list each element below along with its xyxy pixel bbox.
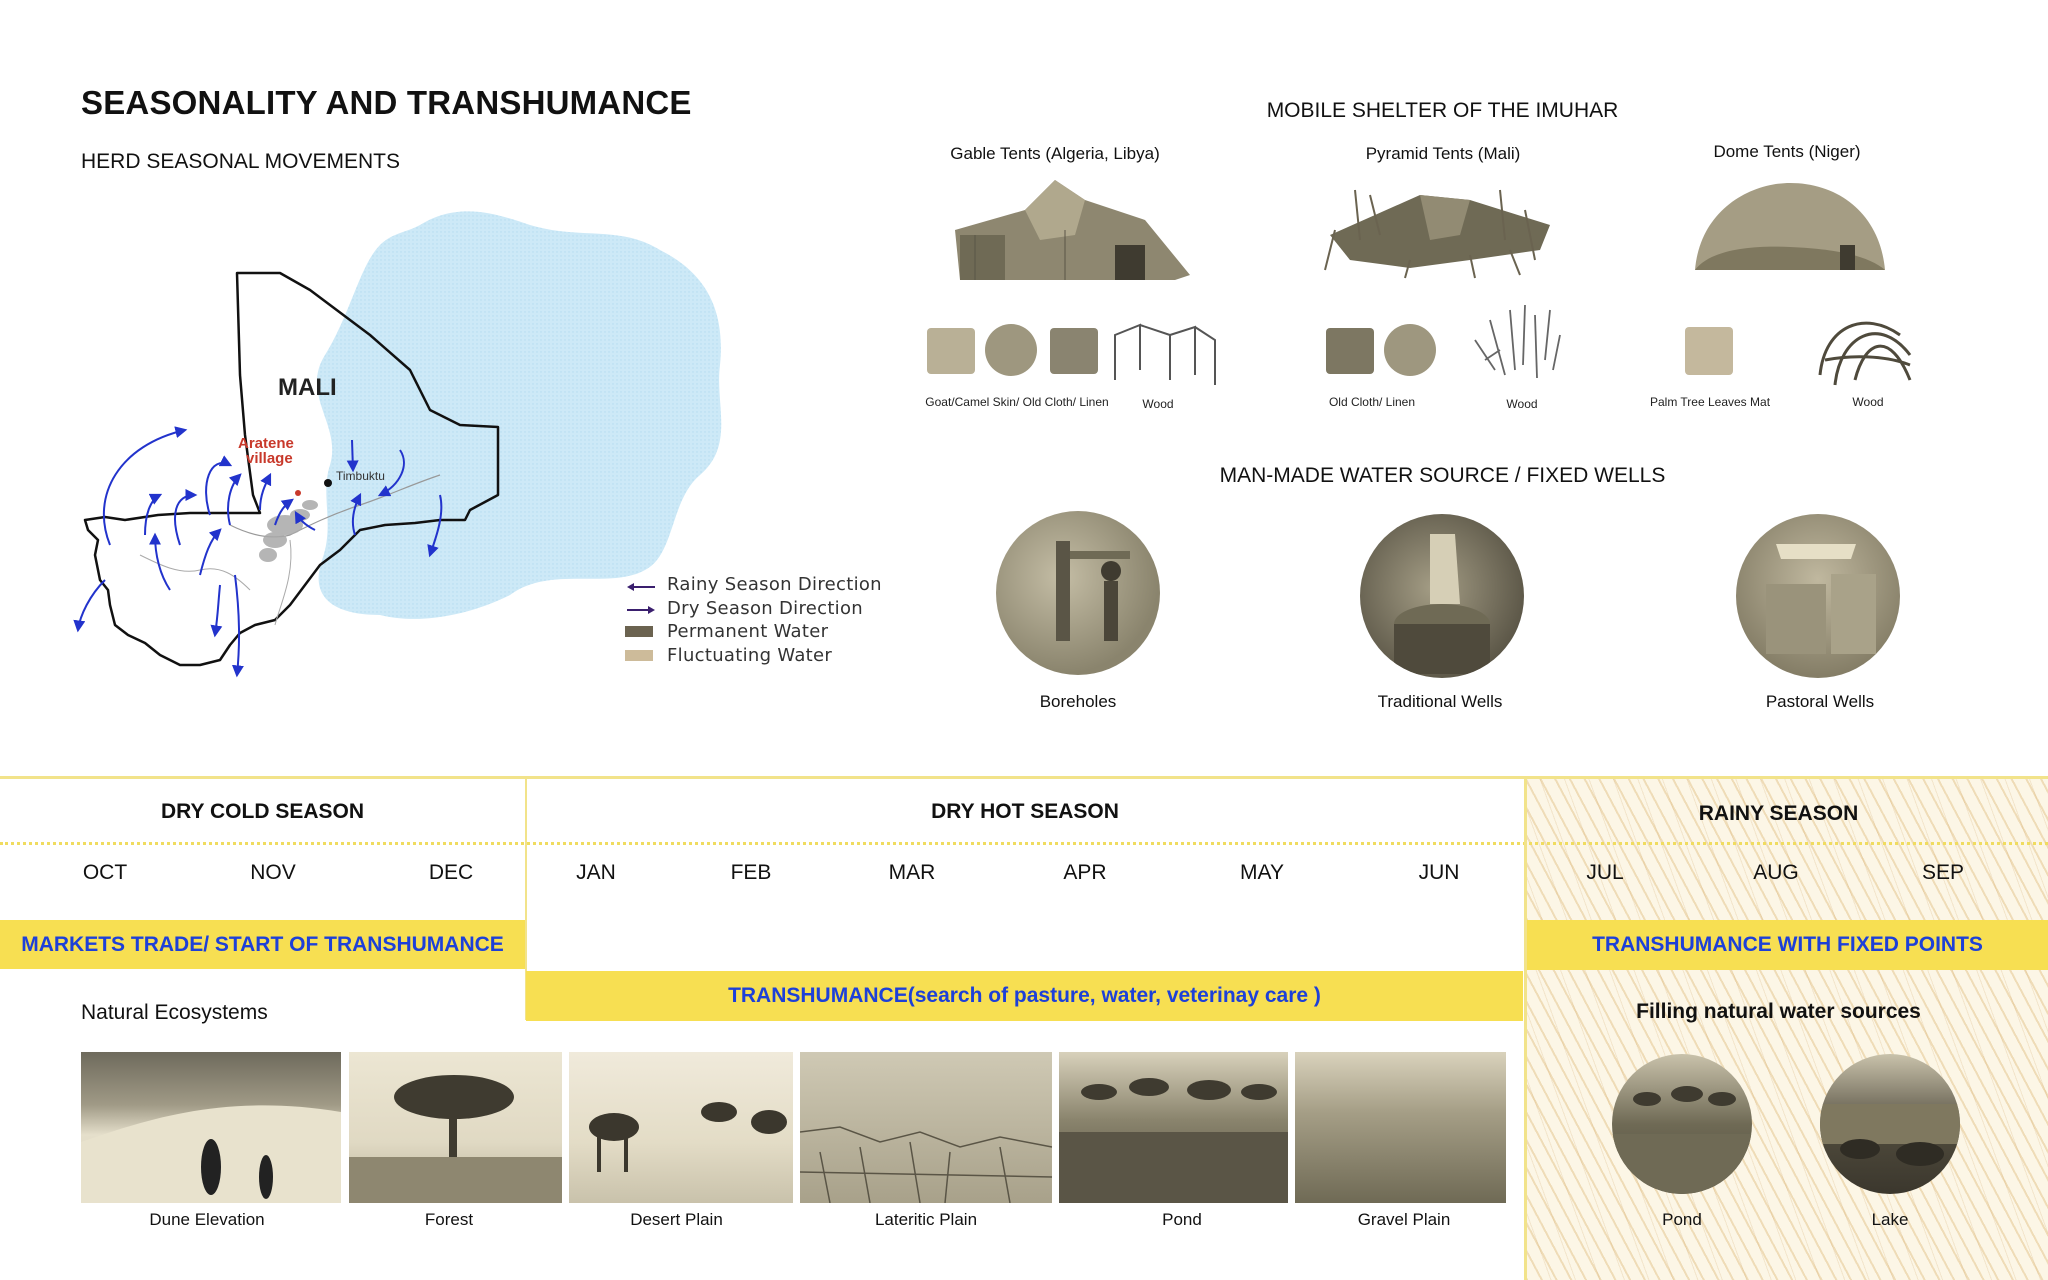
month-label: MAR	[888, 861, 936, 884]
city-label: Timbuktu	[336, 469, 385, 483]
section-subtitle-herd-movements: HERD SEASONAL MOVEMENTS	[81, 150, 400, 173]
month-label: APR	[1063, 861, 1107, 884]
ecosystems-heading: Natural Ecosystems	[81, 1001, 268, 1024]
inner-delta	[259, 500, 318, 562]
photo-desert-plain	[569, 1052, 793, 1203]
arrow-right-icon	[625, 601, 657, 615]
dome-tent-image	[1690, 175, 1890, 275]
palm-mat-material-image	[1685, 327, 1733, 375]
photo-forest	[349, 1052, 562, 1203]
ecosystem-label: Gravel Plain	[1357, 1210, 1451, 1229]
ecosystem-label: Dune Elevation	[149, 1210, 265, 1229]
linen-material-image	[1050, 328, 1098, 374]
gable-tent-image	[945, 175, 1195, 285]
material-label: Wood	[1142, 397, 1174, 411]
month-label: FEB	[730, 861, 772, 884]
photo-gravel-plain	[1295, 1052, 1506, 1203]
arrow-10	[215, 585, 220, 635]
cloth-material-image	[985, 324, 1037, 376]
month-label: SEP	[1921, 861, 1965, 884]
ecosystem-label: Pond	[1162, 1210, 1202, 1229]
ecosystem-label: Desert Plain	[630, 1210, 723, 1229]
map-legend	[625, 573, 915, 667]
month-label: JAN	[576, 861, 616, 884]
arrow-4	[175, 495, 195, 545]
page-title: SEASONALITY AND TRANSHUMANCE	[81, 84, 692, 121]
old-cloth-material-image	[1326, 328, 1374, 374]
rainy-label-lake: Lake	[1871, 1210, 1909, 1229]
activity-transhumance-bar: TRANSHUMANCE(search of pasture, water, veterinay care )	[526, 971, 1523, 1021]
arrow-5	[206, 463, 230, 515]
timeline-dotted-rule	[0, 842, 2048, 845]
rainy-lake-image	[1820, 1054, 1960, 1194]
traditional-well-image	[1360, 514, 1524, 678]
season-divider-2	[1524, 777, 1527, 1280]
legend-item-permanent-water	[625, 620, 915, 644]
wells-heading: MAN-MADE WATER SOURCE / FIXED WELLS	[1219, 464, 1666, 487]
arrow-15	[352, 440, 353, 470]
wood-dome-frame-image	[1815, 300, 1915, 390]
shelter-heading: MOBILE SHELTER OF THE IMUHAR	[1266, 99, 1619, 122]
well-label-traditional: Traditional Wells	[1377, 692, 1503, 711]
linen-bundle-material-image	[1384, 324, 1436, 376]
country-label: MALI	[278, 374, 337, 401]
ecosystem-label: Forest	[424, 1210, 474, 1229]
legend-item-rainy	[625, 573, 915, 597]
permanent-water-swatch	[625, 626, 653, 637]
legend-label: Fluctuating Water	[667, 644, 833, 666]
village-marker	[295, 490, 301, 496]
season-dry-cold: DRY COLD SEASON	[160, 800, 365, 823]
timeline-top-rule	[0, 776, 2048, 779]
ecosystem-label: Lateritic Plain	[874, 1210, 978, 1229]
month-label: DEC	[428, 861, 474, 884]
material-label: Goat/Camel Skin/ Old Cloth/ Linen	[925, 395, 1109, 409]
fluctuating-water-swatch	[625, 650, 653, 661]
legend-label: Dry Season Direction	[667, 597, 864, 619]
rainy-panel-heading: Filling natural water sources	[1636, 1000, 1921, 1023]
water-zone	[317, 211, 721, 619]
rainy-pond-image	[1612, 1054, 1752, 1194]
material-label: Wood	[1852, 395, 1884, 409]
arrow-7	[260, 475, 270, 510]
arrow-9	[155, 535, 170, 590]
rainy-season-panel	[1526, 777, 2048, 1280]
legend-label: Rainy Season Direction	[667, 574, 882, 596]
rainy-label-pond: Pond	[1662, 1210, 1702, 1229]
wood-frame-gable-image	[1110, 315, 1220, 385]
wood-poles-pyramid-image	[1465, 300, 1565, 380]
pastoral-well-image	[1736, 514, 1900, 678]
borehole-image	[996, 511, 1160, 675]
village-label-2: village	[246, 450, 293, 467]
tent-title-dome: Dome Tents (Niger)	[1713, 142, 1861, 161]
material-label: Palm Tree Leaves Mat	[1649, 395, 1771, 409]
legend-item-fluctuating-water	[625, 644, 915, 668]
material-label: Wood	[1506, 397, 1538, 411]
photo-pond	[1059, 1052, 1288, 1203]
pyramid-tent-image	[1310, 180, 1570, 280]
material-label: Old Cloth/ Linen	[1328, 395, 1416, 409]
skin-material-image	[927, 328, 975, 374]
month-label: JUN	[1418, 861, 1460, 884]
well-label-boreholes: Boreholes	[1039, 692, 1117, 711]
season-rainy: RAINY SEASON	[1698, 802, 1859, 825]
arrow-6	[228, 475, 240, 525]
photo-dune-elevation	[81, 1052, 341, 1203]
arrow-2	[78, 580, 105, 630]
well-label-pastoral: Pastoral Wells	[1765, 692, 1875, 711]
month-label: JUL	[1586, 861, 1624, 884]
arrow-left-icon	[625, 578, 657, 592]
month-label: AUG	[1753, 861, 1799, 884]
activity-markets-bar: MARKETS TRADE/ START OF TRANSHUMANCE	[0, 920, 525, 969]
timbuktu-marker	[324, 479, 332, 487]
season-dry-hot: DRY HOT SEASON	[931, 800, 1119, 823]
month-label: NOV	[250, 861, 296, 884]
tent-title-pyramid: Pyramid Tents (Mali)	[1365, 144, 1521, 163]
tent-title-gable: Gable Tents (Algeria, Libya)	[950, 144, 1160, 163]
photo-lateritic-plain	[800, 1052, 1052, 1203]
legend-label: Permanent Water	[667, 621, 829, 643]
month-label: OCT	[82, 861, 128, 884]
arrow-11	[235, 575, 239, 675]
legend-item-dry	[625, 597, 915, 621]
village-label: Aratene	[238, 435, 294, 452]
activity-fixed-points-bar: TRANSHUMANCE WITH FIXED POINTS	[1527, 920, 2048, 970]
month-label: MAY	[1240, 861, 1284, 884]
